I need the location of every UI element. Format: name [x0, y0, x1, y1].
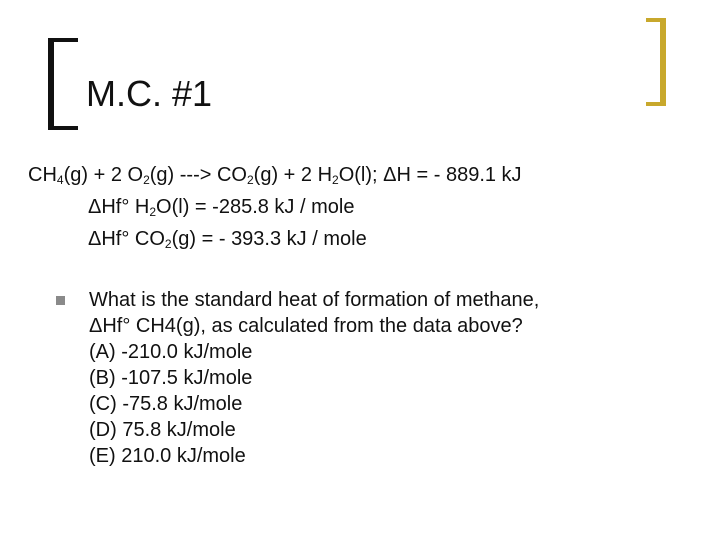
answer-option-e: (E) 210.0 kJ/mole — [89, 445, 246, 467]
answer-option-c: (C) -75.8 kJ/mole — [89, 393, 243, 415]
right-bracket-decoration — [646, 18, 666, 106]
answer-option-a: (A) -210.0 kJ/mole — [89, 341, 253, 363]
answer-option-b: (B) -107.5 kJ/mole — [89, 367, 253, 389]
question-line: What is the standard heat of formation of methane, — [89, 289, 540, 311]
slide-title: M.C. #1 — [86, 73, 213, 114]
answer-option-d: (D) 75.8 kJ/mole — [89, 419, 236, 441]
co2-formation-enthalpy: ΔHf° CO2(g) = - 393.3 kJ / mole — [88, 228, 367, 251]
square-bullet-icon — [56, 296, 65, 305]
question-block — [89, 287, 539, 469]
h2o-formation-enthalpy: ΔHf° H2O(l) = -285.8 kJ / mole — [88, 196, 355, 219]
reaction-equation: CH4(g) + 2 O2(g) ---> CO2(g) + 2 H2O(l); ΔH = - 889.1 kJ — [28, 164, 522, 187]
question-line: ΔHf° CH4(g), as calculated from the data above? — [89, 315, 523, 337]
left-bracket-decoration — [48, 38, 78, 130]
